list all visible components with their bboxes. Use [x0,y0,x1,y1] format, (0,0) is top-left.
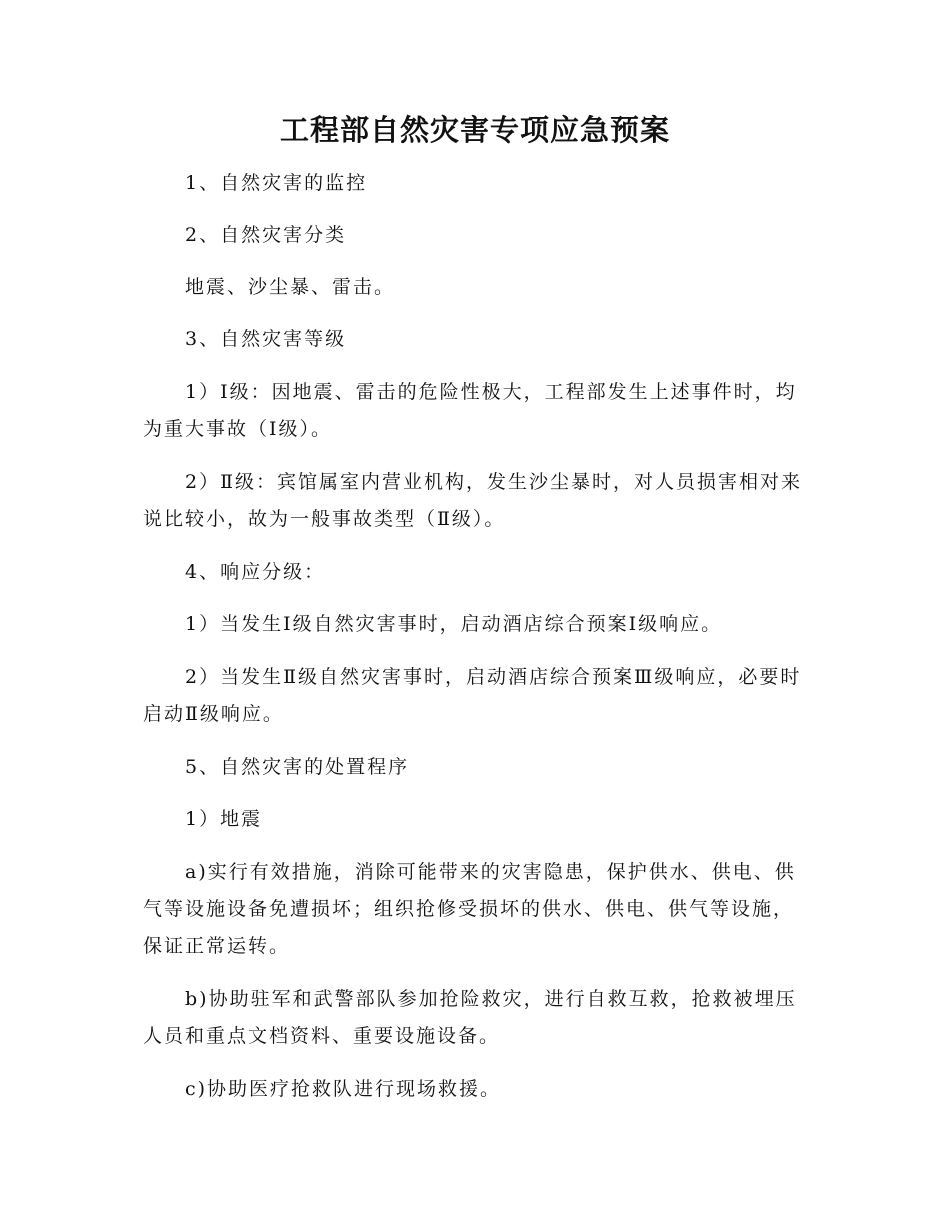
heading-earthquake: 1）地震 [185,808,263,830]
document-title: 工程部自然灾害专项应急预案 [279,113,670,147]
heading-classification: 2、自然灾害分类 [185,224,347,246]
paragraph-disaster-types: 地震、沙尘暴、雷击。 [185,276,396,298]
paragraph-item-c: c)协助医疗抢救队进行现场救援。 [185,1078,502,1100]
paragraph-response-1: 1）当发生Ⅰ级自然灾害事时，启动酒店综合预案Ⅰ级响应。 [185,613,723,635]
heading-grades: 3、自然灾害等级 [185,328,347,350]
paragraph-response-2: 2）当发生Ⅱ级自然灾害事时，启动酒店综合预案Ⅲ级响应，必要时启动Ⅱ级响应。 [143,666,802,725]
paragraph-grade-1: 1）Ⅰ级：因地震、雷击的危险性极大，工程部发生上述事件时，均为重大事故（Ⅰ级）。 [143,381,797,440]
heading-monitoring: 1、自然灾害的监控 [185,172,368,194]
paragraph-grade-2: 2）Ⅱ级：宾馆属室内营业机构，发生沙尘暴时，对人员损害相对来说比较小，故为一般事故类型（Ⅱ级）。 [143,471,803,530]
heading-response-levels: 4、响应分级： [185,561,326,583]
paragraph-item-a: a)实行有效措施，消除可能带来的灾害隐患，保护供水、供电、供气等设施设备免遭损坏；组织抢修受损坏的供水、供电、供气等设施，保证正常运转。 [143,861,796,957]
heading-procedures: 5、自然灾害的处置程序 [185,756,410,778]
paragraph-item-b: b)协助驻军和武警部队参加抢险救灾，进行自救互救，抢救被埋压人员和重点文档资料、重要设施设备。 [143,988,797,1047]
